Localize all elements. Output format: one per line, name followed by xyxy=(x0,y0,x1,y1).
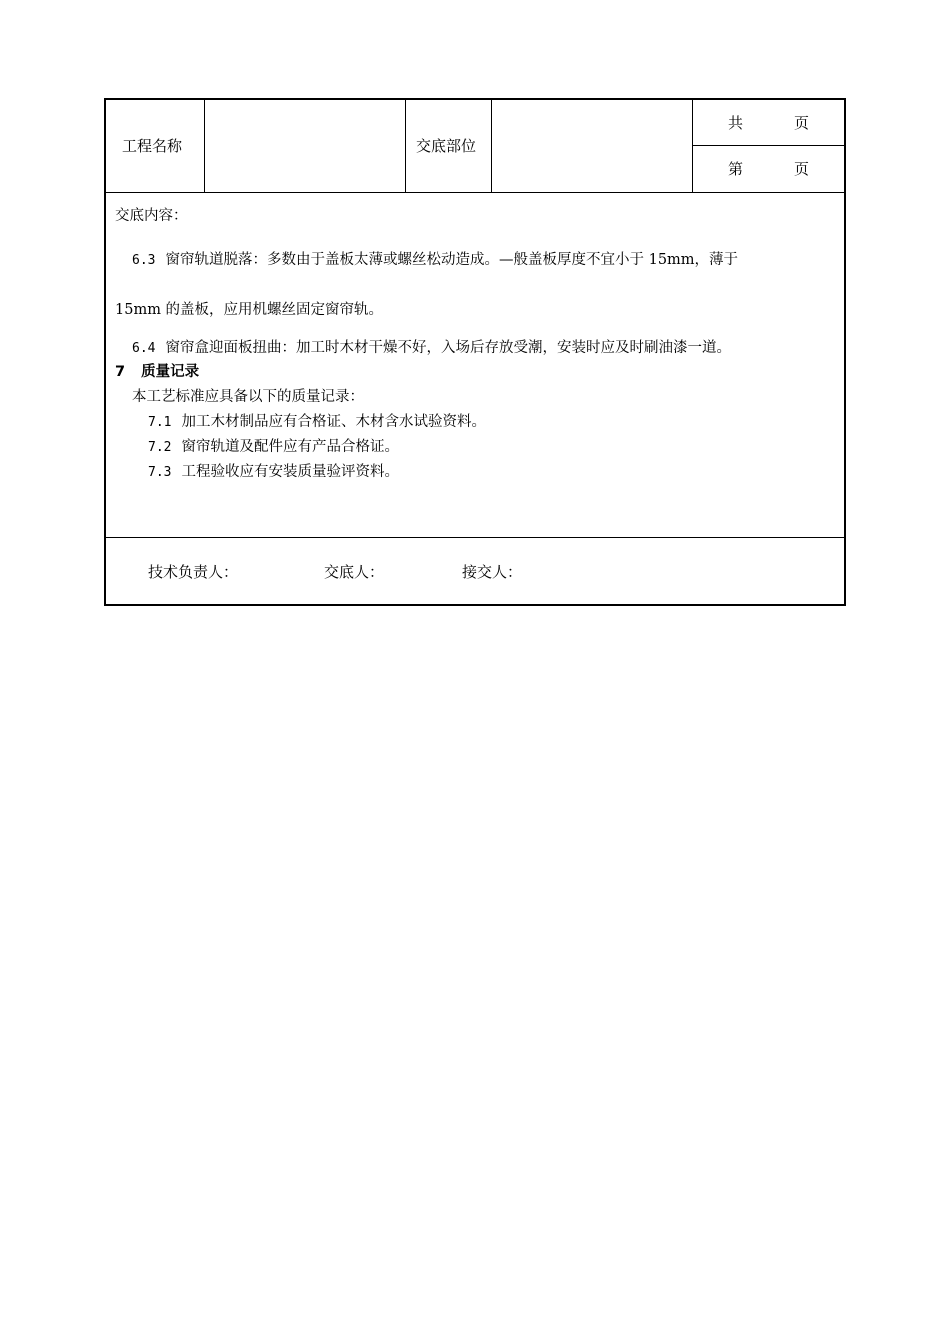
total-pages-label-start: 共 xyxy=(728,114,744,132)
tech-lead-label: 技术负责人： xyxy=(148,563,239,581)
disclosure-form xyxy=(104,98,846,606)
section-heading xyxy=(115,362,199,382)
item-number: 6.4 xyxy=(132,341,156,356)
list-item xyxy=(148,412,486,433)
list-item xyxy=(132,250,738,271)
section-number: 7 xyxy=(115,364,126,380)
divider xyxy=(692,100,693,192)
receiver-label: 接交人： xyxy=(462,563,523,581)
item-text: 窗帘轨道脱落：多数由于盖板太薄或螺丝松动造成。—般盖板厚度不宜小于 15mm，薄于 xyxy=(165,252,739,268)
divider xyxy=(491,100,492,192)
item-number: 7.1 xyxy=(148,415,172,430)
list-item xyxy=(148,437,399,458)
section-intro: 本工艺标准应具备以下的质量记录： xyxy=(132,389,364,405)
item-number: 7.2 xyxy=(148,440,172,455)
divider xyxy=(106,537,846,538)
list-item xyxy=(148,462,399,483)
divider xyxy=(106,192,846,193)
content-intro: 交底内容： xyxy=(115,208,188,224)
page-number-label-start: 第 xyxy=(728,160,744,178)
location-label: 交底部位 xyxy=(416,137,477,155)
item-text: 窗帘轨道及配件应有产品合格证。 xyxy=(181,439,399,455)
list-item xyxy=(132,338,731,359)
section-title: 质量记录 xyxy=(141,364,200,380)
item-number: 7.3 xyxy=(148,465,172,480)
item-text: 加工木材制品应有合格证、木材含水试验资料。 xyxy=(181,414,486,430)
project-name-label: 工程名称 xyxy=(122,137,183,155)
item-number: 6.3 xyxy=(132,253,156,268)
item-text: 工程验收应有安装质量验评资料。 xyxy=(181,464,399,480)
divider xyxy=(692,145,846,146)
item-text: 窗帘盒迎面板扭曲：加工时木材干燥不好，入场后存放受潮，安装时应及时刷油漆一道。 xyxy=(165,340,731,356)
page-number-label-end: 页 xyxy=(794,160,810,178)
divider xyxy=(405,100,406,192)
total-pages-label-end: 页 xyxy=(794,114,810,132)
divider xyxy=(204,100,205,192)
discloser-label: 交底人： xyxy=(324,563,385,581)
list-item-continuation: 15mm 的盖板，应用机螺丝固定窗帘轨。 xyxy=(115,302,384,318)
